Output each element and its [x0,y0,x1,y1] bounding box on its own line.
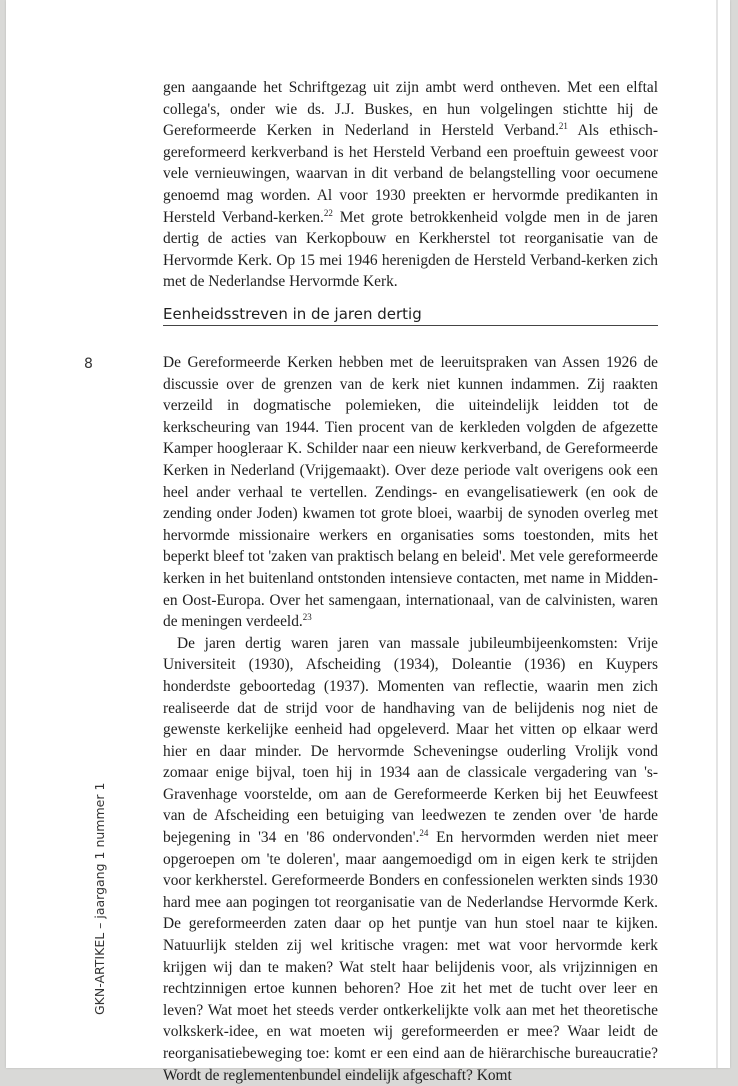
running-head: GKN-ARTIKEL – jaargang 1 nummer 1 [92,782,107,1015]
paragraph-text: De jaren dertig waren jaren van massale jubileumbijeenkomsten: Vrije Universiteit (1930), Afscheiding (1934), Doleantie (1936) en Kuypers honderdste geboortedag (1937). Momenten van reflectie, waarin men zich realiseerde dat de strijd voor de handhaving van de belijdenis nog niet de gewenste kerkelijke eenheid had opgeleverd. Maar het vitten op elkaar werd hier en daar minder. De hervormde Scheveningse ouderling Vrolijk vond zomaar enige bijval, toen hij in 1934 aan de classicale vergadering van 's-Gravenhage voorstelde, om aan de Gereformeerde Kerken bij het Eeuwfeest van de Afscheiding een betuiging van leedwezen te zenden over 'de harde bejegening in '34 en '86 ondervonden'. [163,634,658,847]
section-heading: Eenheidsstreven in de jaren dertig [163,305,422,323]
footnote-ref[interactable]: 23 [302,612,312,622]
heading-underline [163,325,658,326]
paragraph [163,352,658,633]
section-body [163,352,658,1086]
footnote-ref[interactable]: 24 [419,827,429,838]
page-number: 8 [84,356,93,372]
paragraph-text: En hervormden werden niet meer opgeroepen om 'te doleren', maar aangemoedigd om in eigen kerk te strijden voor kerkherstel. Gereformeerde Bonders en confessionelen werkten sinds 1930 hard mee aan pogingen tot reorganisatie van de Nederlandse Hervormde Kerk. De gereformeerden zaten daar op het puntje van hun stoel naar te kijken. Natuurlijk stelden zij wel kritische vragen: met wat voor hervormde kerk krijgen wij dan te maken? Wat stelt haar belijdenis voor, als vrijzinnigen en rechtzinnigen ertoe kunnen behoren? Hoe zit het met de tucht over leer en leven? Wat moet het steeds verder ontkerkelijkte volk aan met het theoretische volkskerk-idee, en wat moeten wij gereformeerden er mee? Waar leidt de reorganisatiebeweging toe: komt er een eind aan de hiërarchische bureaucratie? Wordt de reglementenbundel eindelijk afgeschaft? Komt [163,829,659,1084]
paragraph [163,77,658,293]
paragraph-text: De Gereformeerde Kerken hebben met de leeruitspraken van Assen 1926 de discussie over de grenzen van de kerk niet kunnen indammen. Zij raakten verzeild in dogmatische polemieken, die uiteindelijk leidden tot de kerkscheuring van 1944. Tien procent van de kerkleden volgden de afgezette Kamper hoogleraar K. Schilder naar een nieuw kerkverband, de Gereformeerde Kerken in Nederland (Vrijgemaakt). Over deze periode valt overigens ook een heel ander verhaal te vertellen. Zendings- en evangelisatiewerk (en ook de zending onder Joden) kwamen tot grote bloei, waarbij de synoden overleg met hervormde missionaire werkers en organisaties soms toestonden, mits het beperkt bleef tot 'zaken van praktisch belang en beleid'. Met vele gereformeerde kerken in het buitenland ontstonden intensieve contacten, met name in Midden- en Oost-Europa. Over het samengaan, internationaal, van de calvinisten, waren de meningen verdeeld. [163,354,658,631]
paragraph [163,633,658,1086]
page-edge [716,0,718,1068]
paragraph-text: Met grote betrokkenheid volgde men in de jaren dertig de acties van Kerkopbouw en Kerkherstel tot reorganisatie van de Hervormde Kerk. Op 15 mei 1946 herenigden de Hersteld Verband-kerken zich met de Nederlandse Hervormde Kerk. [163,208,658,291]
footnote-ref[interactable]: 22 [323,207,333,218]
paragraph-continued [163,77,658,293]
paragraph-text: Als ethisch-gereformeerd kerkverband is het Hersteld Verband een proeftuin geweest voor vele vernieuwingen, waarvan in dit verband de belangstelling voor oecumene genoemd mag worden. Al voor 1930 preekten er hervormde predikanten in Hersteld Verband-kerken. [163,122,658,226]
footnote-ref[interactable]: 21 [558,121,568,132]
paragraph-text: gen aangaande het Schriftgezag uit zijn ambt werd ontheven. Met een elftal collega's, onder wie ds. J.J. Buskes, en hun volgelingen stichtte hij de Gereformeerde Kerken in Nederland in Hersteld Verband. [163,79,658,140]
